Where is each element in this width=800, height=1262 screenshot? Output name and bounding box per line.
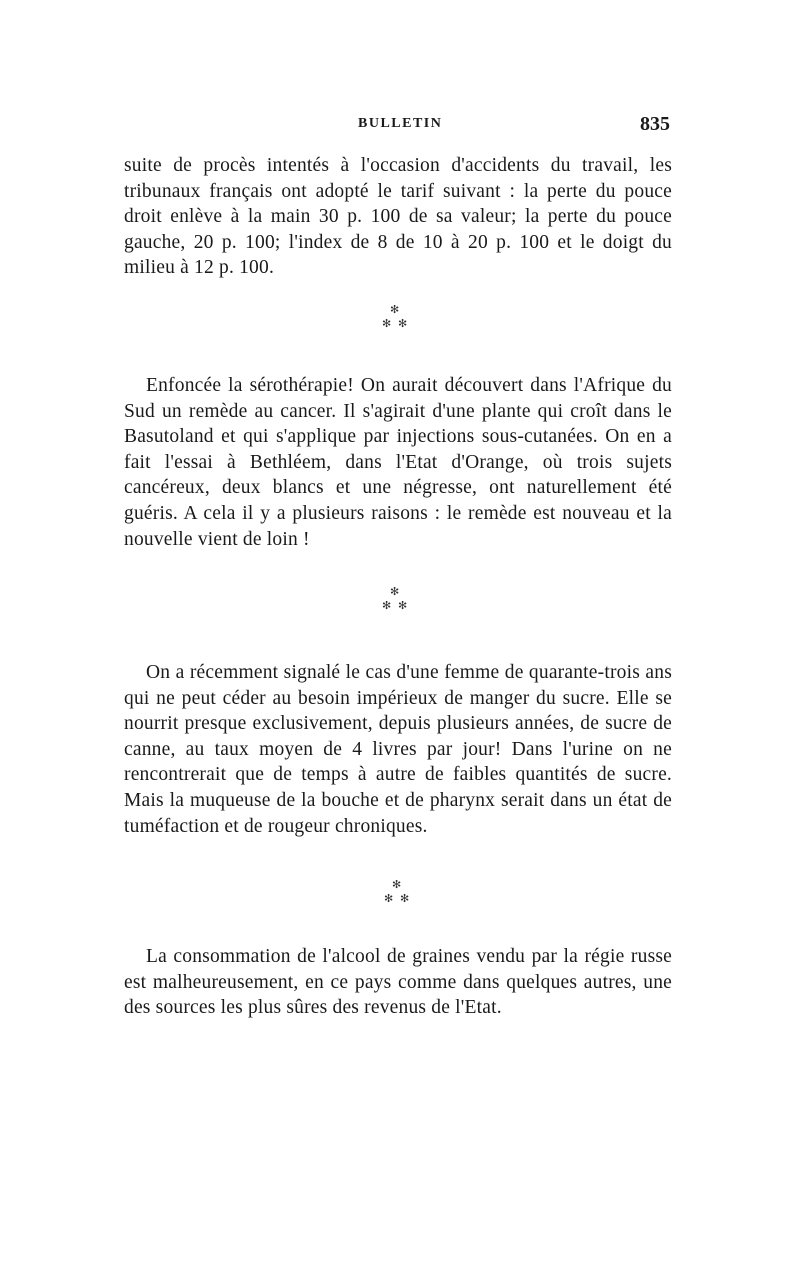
asterism-separator	[380, 587, 420, 617]
paragraph-alcool: La consommation de l'alcool de graines vendu par la régie russe est malheureusement, en ce pays comme dans quelques autres, une des sources les plus sûres des revenus de l'Etat.	[124, 946, 672, 1019]
running-title: BULLETIN	[358, 116, 443, 131]
asterisk-icon: ✻	[392, 879, 402, 891]
paragraph-serotherapie: Enfoncée la sérothérapie! On aurait découvert dans l'Afrique du Sud un remède au cancer. Il s'agirait d'une plante qui croît dans le Basutoland et qui s'applique par injections sous-cutanées. On en a fait l'essai à Bethléem, dans l'Etat d'Orange, où trois sujets cancéreux, deux blancs et une négresse, ont naturellement été guéris. A cela il y a plusieurs raisons : le remède est nouveau et la nouvelle vient de loin !	[124, 375, 672, 550]
asterism-separator	[382, 880, 422, 910]
asterisk-icon: ✻	[390, 304, 400, 316]
asterism-separator	[380, 305, 420, 335]
paragraph-sucre: On a récemment signalé le cas d'une femme de quarante-trois ans qui ne peut céder au besoin impérieux de manger du sucre. Elle se nourrit presque exclusivement, depuis plusieurs années, de sucre de canne, au taux moyen de 4 livres par jour! Dans l'urine on ne rencontrerait que de temps à autre de faibles quantités de sucre. Mais la muqueuse de la bouche et de pharynx serait dans un état de tuméfaction et de rougeur chroniques.	[124, 662, 672, 837]
asterisk-icon: ✻	[398, 318, 408, 330]
running-head	[0, 113, 800, 140]
asterisk-icon: ✻	[382, 600, 392, 612]
page-number: 835	[640, 113, 670, 135]
asterisk-icon: ✻	[384, 893, 394, 905]
asterisk-icon: ✻	[398, 600, 408, 612]
asterisk-icon: ✻	[382, 318, 392, 330]
asterisk-icon: ✻	[390, 586, 400, 598]
asterisk-icon: ✻	[400, 893, 410, 905]
paragraph-tarif-accidents: suite de procès intentés à l'occasion d'accidents du travail, les tribunaux français ont adopté le tarif suivant : la perte du pouce droit enlève à la main 30 p. 100 de sa valeur; la perte du pouce gauche, 20 p. 100; l'index de 8 de 10 à 20 p. 100 et le doigt du milieu à 12 p. 100.	[124, 155, 672, 279]
